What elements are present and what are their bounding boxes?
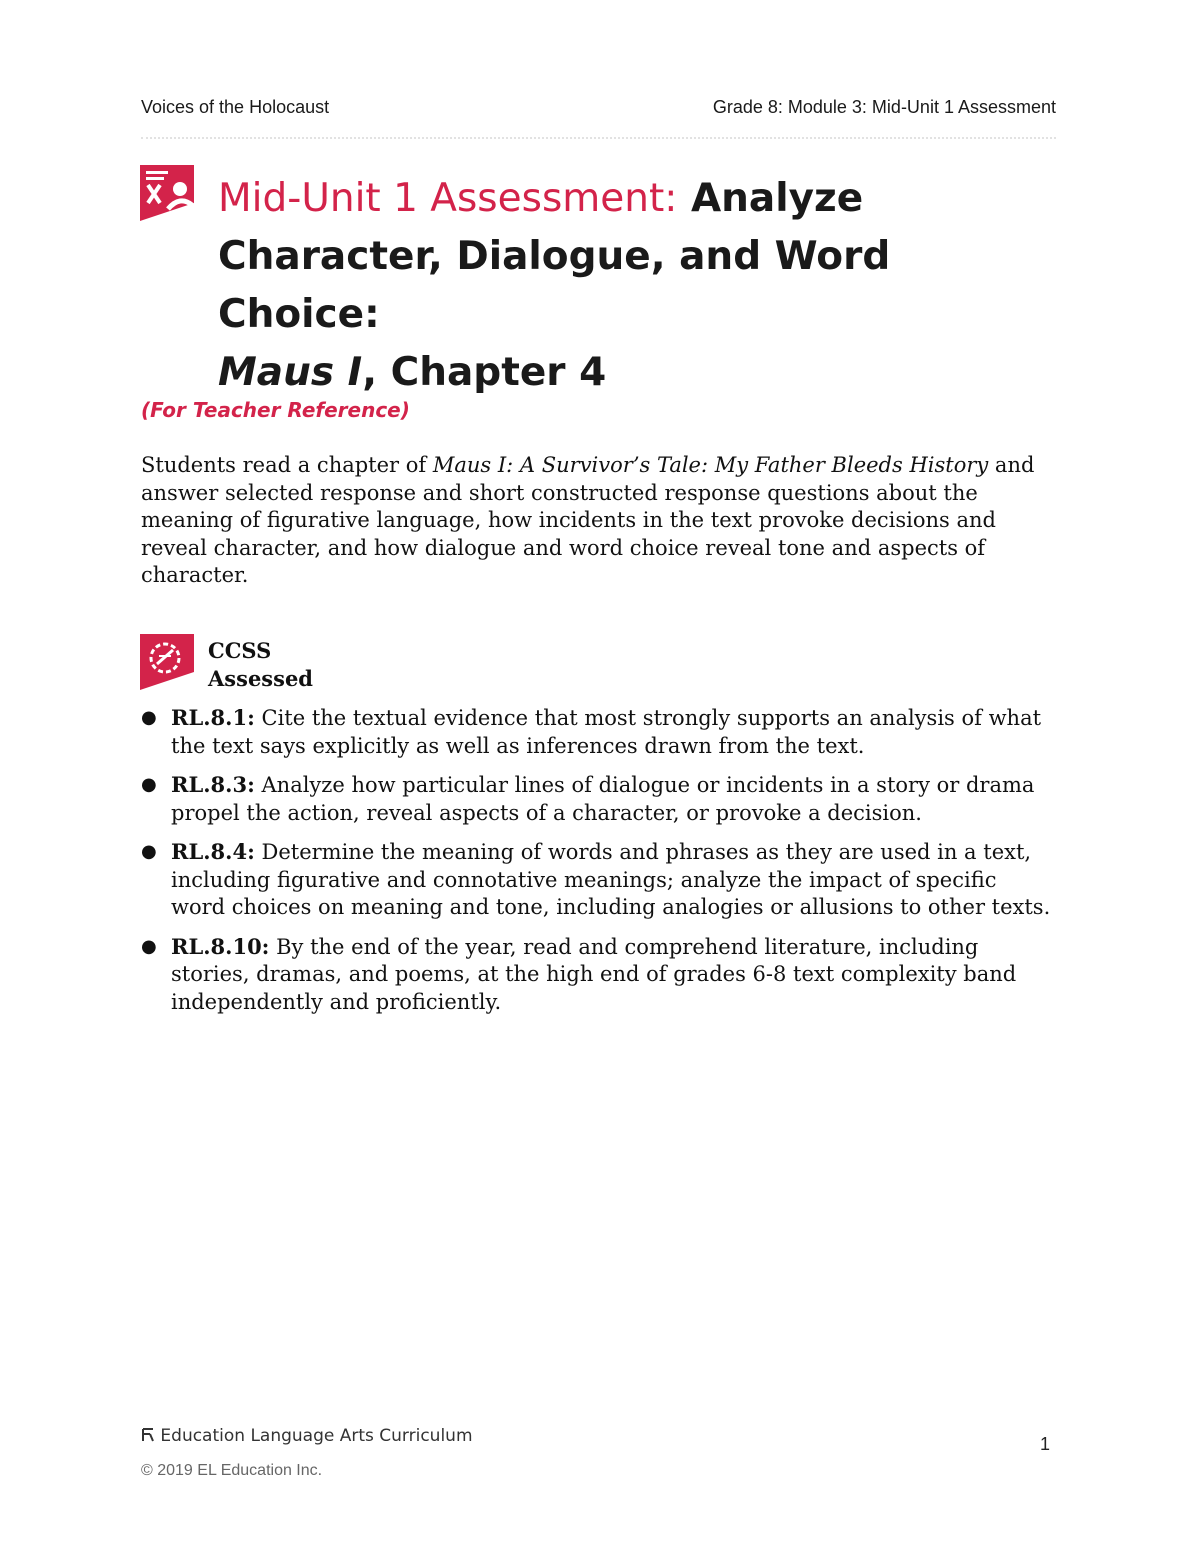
standard-code: RL.8.1: [171, 705, 255, 730]
intro-paragraph [141, 452, 1041, 590]
page-header [141, 97, 1056, 123]
standard-code: RL.8.3: [171, 772, 255, 797]
title-line1-rest: Analyze [690, 176, 864, 221]
standard-text: Determine the meaning of words and phrases as they are used in a text, including figurative and connotative meanings; analyze the impact of specific word choices on meaning and tone, including analogies or allusions to other texts. [171, 840, 1051, 919]
bullet-icon: ● [141, 774, 157, 795]
intro-text-2: and answer selected response and short constructed response questions about the meaning of figurative language, how incidents in the text provoke decisions and reveal character, and how dialogue and word choice reveal tone and aspects of character. [141, 453, 1035, 587]
footer-copyright: © 2019 EL Education Inc. [141, 1462, 323, 1479]
list-item [141, 933, 1056, 1017]
standard-code: RL.8.4: [171, 839, 255, 864]
ccss-assessed-label [208, 637, 313, 693]
header-grade-module: Grade 8: Module 3: Mid-Unit 1 Assessment [712, 97, 1056, 117]
ccss-label-line2: Assessed [208, 666, 313, 691]
list-item [141, 771, 1056, 827]
header-module-name: Voices of the Holocaust [141, 97, 330, 117]
title-book-name: Maus I [218, 350, 363, 395]
list-item [141, 704, 1056, 760]
bullet-icon: ● [141, 841, 157, 862]
standards-list [141, 704, 1056, 1027]
title-line-3 [218, 344, 1058, 402]
bullet-icon: ● [141, 935, 157, 957]
standard-text: Analyze how particular lines of dialogue or incidents in a story or drama propel the action, reveal aspects of a character, or provoke a decision. [171, 773, 1035, 825]
intro-text-1: Students read a chapter of [141, 453, 433, 477]
footer-brand-text: Education Language Arts Curriculum [160, 1426, 473, 1446]
page-title [218, 170, 1058, 402]
el-logo-icon [141, 1428, 155, 1442]
list-item [141, 838, 1056, 922]
teacher-reference-label: (For Teacher Reference) [141, 398, 410, 422]
assessment-icon [140, 165, 194, 221]
ccss-laurel-icon [140, 634, 194, 690]
standard-text: By the end of the year, read and comprehend literature, including stories, dramas, and poems, at the high end of grades 6-8 text complexity band independently and proficiently. [171, 934, 1017, 1014]
page-number: 1 [1040, 1434, 1051, 1454]
intro-book-title: Maus I: A Survivor’s Tale: My Father Bleeds History [432, 453, 989, 477]
title-chapter: , Chapter 4 [362, 350, 607, 395]
header-divider [141, 137, 1056, 139]
ccss-label-line1: CCSS [208, 638, 272, 663]
bullet-icon: ● [141, 707, 157, 728]
title-line-2: Character, Dialogue, and Word Choice: [218, 234, 891, 337]
footer-brand [141, 1426, 473, 1446]
standard-code: RL.8.10: [171, 933, 270, 959]
title-prefix: Mid-Unit 1 Assessment: [218, 176, 678, 221]
title-line-1 [218, 170, 1058, 228]
standard-text: Cite the textual evidence that most strongly supports an analysis of what the text says explicitly as well as inferences drawn from the text. [171, 706, 1042, 758]
